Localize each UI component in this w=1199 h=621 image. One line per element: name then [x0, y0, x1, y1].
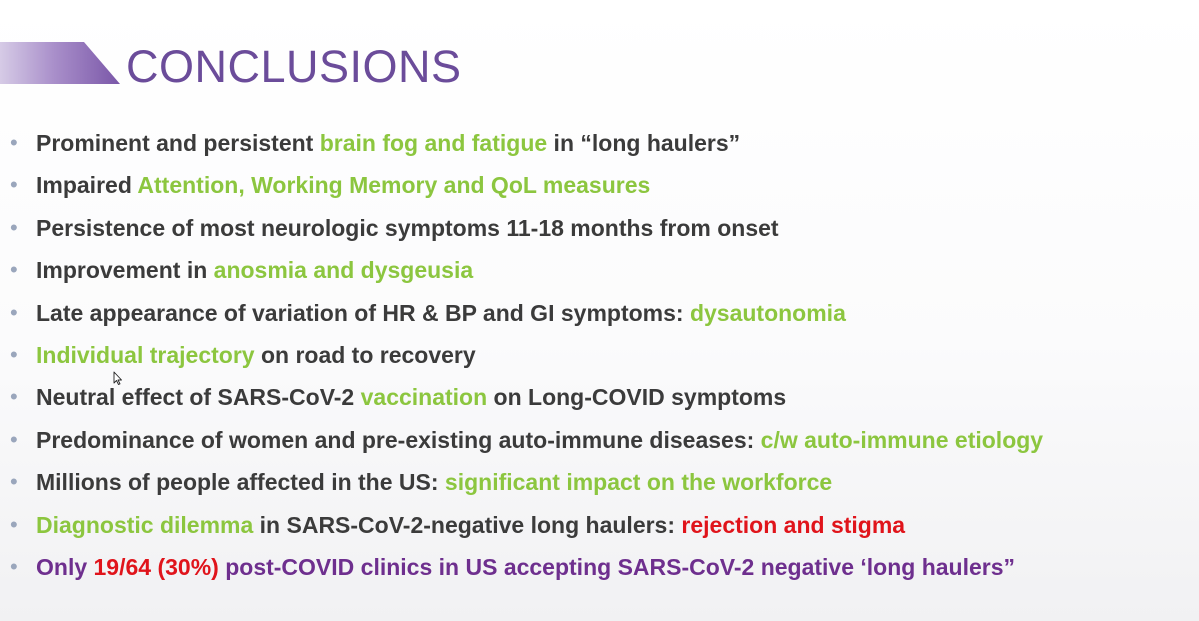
bullet-dot-icon: •	[10, 214, 18, 240]
bullet-item	[0, 546, 1199, 588]
bullet-text: Predominance of women and pre-existing auto-immune diseases:	[36, 426, 761, 453]
bullet-dot-icon: •	[10, 384, 18, 410]
conclusions-list	[0, 122, 1199, 588]
bullet-dot-icon: •	[10, 469, 18, 495]
bullet-highlight: brain fog and fatigue	[319, 130, 548, 156]
mouse-pointer-icon	[113, 371, 123, 385]
bullet-item	[0, 504, 1199, 546]
bullet-highlight: dysautonomia	[689, 299, 846, 326]
bullet-text: on Long-COVID symptoms	[487, 384, 787, 411]
bullet-dot-icon: •	[10, 426, 18, 452]
bullet-item	[0, 292, 1199, 334]
bullet-item	[0, 249, 1199, 291]
bullet-text: Neutral effect of SARS-CoV-2	[36, 384, 361, 411]
bullet-dot-icon: •	[10, 553, 18, 579]
bullet-highlight: Diagnostic dilemma	[36, 511, 254, 538]
bullet-text: Prominent and persistent	[36, 130, 320, 156]
slide-title: CONCLUSIONS	[126, 41, 462, 92]
bullet-dot-icon: •	[10, 341, 18, 367]
bullet-dot-icon: •	[10, 511, 18, 537]
bullet-highlight: vaccination	[360, 384, 488, 411]
bullet-dot-icon: •	[10, 130, 18, 155]
bullet-highlight: significant impact on the workforce	[444, 469, 833, 496]
bullet-highlight: Attention, Working Memory and QoL measures	[137, 172, 651, 199]
title-accent-bar	[0, 42, 120, 84]
bullet-dot-icon: •	[10, 299, 18, 325]
bullet-text: Improvement in	[36, 257, 214, 284]
bullet-highlight: c/w auto-immune etiology	[760, 426, 1044, 453]
bullet-highlight: anosmia and dysgeusia	[213, 257, 474, 284]
bullet-item	[0, 461, 1199, 503]
bullet-highlight: Individual trajectory	[36, 341, 255, 368]
bullet-item	[0, 207, 1199, 249]
bullet-text: Impaired	[36, 172, 138, 199]
bullet-item	[0, 334, 1199, 376]
bullet-item	[0, 122, 1199, 164]
bullet-text: in SARS-CoV-2-negative long haulers:	[253, 511, 682, 538]
bullet-alert-text: rejection and stigma	[681, 511, 906, 538]
bullet-text: on road to recovery	[254, 341, 476, 368]
bullet-item	[0, 164, 1199, 206]
bullet-text: in “long haulers”	[547, 130, 741, 156]
bullet-dot-icon: •	[10, 172, 18, 198]
bullet-dot-icon: •	[10, 257, 18, 283]
bullet-text: Persistence of most neurologic symptoms 11-18 months from onset	[36, 214, 779, 241]
bullet-item	[0, 419, 1199, 461]
bullet-emphasis-text: Only	[36, 553, 94, 580]
bullet-text: Millions of people affected in the US:	[36, 469, 445, 496]
bullet-emphasis-text: post-COVID clinics in US accepting SARS-CoV-2 negative ‘long haulers”	[218, 553, 1016, 580]
bullet-item	[0, 376, 1199, 418]
bullet-alert-text: 19/64 (30%)	[93, 553, 219, 580]
bullet-text: Late appearance of variation of HR & BP and GI symptoms:	[36, 299, 690, 326]
